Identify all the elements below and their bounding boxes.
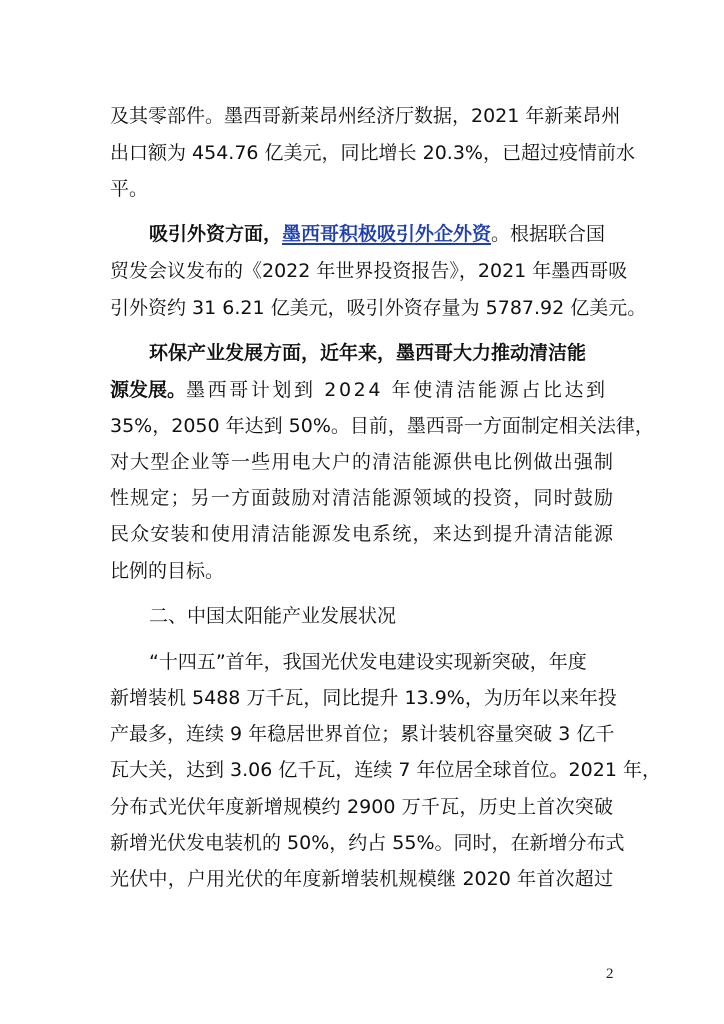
page-number: 2 bbox=[606, 966, 614, 982]
paragraph-4-line-3: 产最多，连续 9 年稳居世界首位；累计装机容量突破 3 亿千 bbox=[110, 723, 615, 745]
paragraph-4-line-1: “十四五”首年，我国光伏发电建设实现新突破，年度 bbox=[149, 651, 587, 673]
paragraph-4-line-7: 光伏中，户用光伏的年度新增装机规模继 2020 年首次超过 bbox=[110, 868, 613, 890]
paragraph-3-line-2-rest: 墨西哥计划到 2024 年使清洁能源占比达到 bbox=[186, 379, 608, 401]
paragraph-4-line-2: 新增装机 5488 万千瓦，同比提升 13.9%，为历年以来年投 bbox=[110, 687, 617, 709]
paragraph-3-line-4: 对大型企业等一些用电大户的清洁能源供电比例做出强制 bbox=[110, 451, 613, 473]
paragraph-2-line-2: 贸发会议发布的《2022 年世界投资报告》，2021 年墨西哥吸 bbox=[110, 260, 628, 282]
paragraph-4-line-6: 新增光伏发电装机的 50%，约占 55%。同时，在新增分布式 bbox=[110, 832, 625, 854]
section-lead-investment: 吸引外资方面， bbox=[149, 223, 283, 245]
paragraph-3-lead-line-2: 源发展。 bbox=[110, 379, 187, 401]
paragraph-2-line-3: 引外资约 31 6.21 亿美元，吸引外资存量为 5787.92 亿美元。 bbox=[110, 297, 647, 319]
paragraph-1-line-1: 及其零部件。墨西哥新莱昂州经济厅数据，2021 年新莱昂州 bbox=[110, 105, 621, 127]
paragraph-3-line-2 bbox=[110, 378, 613, 402]
paragraph-3-line-5: 性规定；另一方面鼓励对清洁能源领域的投资，同时鼓励 bbox=[110, 487, 613, 509]
paragraph-1-line-3: 平。 bbox=[110, 178, 149, 200]
paragraph-3-line-3: 35%，2050 年达到 50%。目前，墨西哥一方面制定相关法律， bbox=[110, 415, 654, 437]
paragraph-2-line-1 bbox=[149, 222, 605, 246]
paragraph-3-lead-line-1: 环保产业发展方面，近年来，墨西哥大力推动清洁能 bbox=[149, 342, 587, 364]
paragraph-3-line-7: 比例的目标。 bbox=[110, 560, 225, 582]
paragraph-3-line-6: 民众安装和使用清洁能源发电系统，来达到提升清洁能源 bbox=[110, 523, 613, 545]
section-heading: 二、中国太阳能产业发展状况 bbox=[149, 605, 397, 627]
investment-link[interactable]: 墨西哥积极吸引外企外资 bbox=[282, 223, 492, 245]
paragraph-2-line-1-rest: 。根据联合国 bbox=[491, 223, 606, 245]
paragraph-4-line-4: 瓦大关，达到 3.06 亿千瓦，连续 7 年位居全球首位。2021 年， bbox=[110, 759, 661, 781]
paragraph-1-line-2: 出口额为 454.76 亿美元，同比增长 20.3%，已超过疫情前水 bbox=[110, 142, 635, 164]
paragraph-4-line-5: 分布式光伏年度新增规模约 2900 万千瓦，历史上首次突破 bbox=[110, 796, 613, 818]
